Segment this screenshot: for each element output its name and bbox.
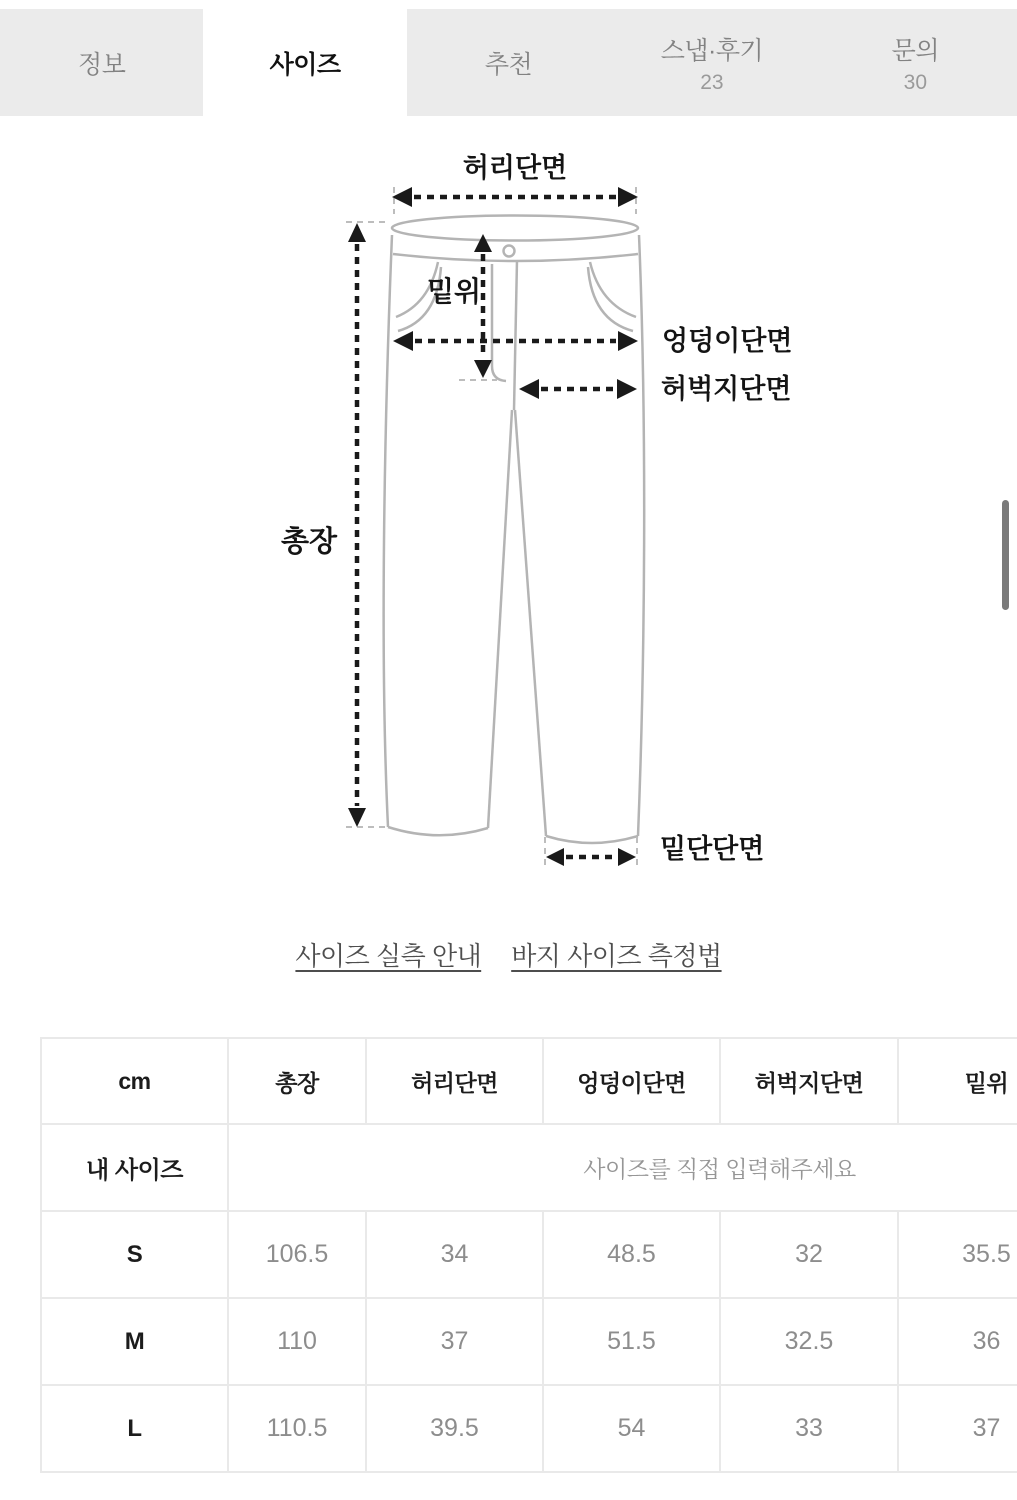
s-rise: 35.5 [898,1211,1017,1298]
guide-lines [346,187,637,865]
header-hip: 엉덩이단면 [543,1038,720,1124]
header-thigh: 허벅지단면 [720,1038,898,1124]
label-waist-width: 허리단면 [462,153,568,183]
tab-snap-reviews-label: 스냅·후기 [660,36,764,65]
label-thigh-width: 허벅지단면 [661,374,792,404]
size-label-s: S [41,1211,228,1298]
size-label-m: M [41,1298,228,1385]
pants-measure-method-link[interactable]: 바지 사이즈 측정법 [511,941,722,971]
tab-info-label: 정보 [78,50,126,79]
s-waist: 34 [366,1211,543,1298]
tab-recommend-label: 추천 [484,50,533,79]
s-hip: 48.5 [543,1211,720,1298]
size-table [40,1037,1017,1473]
my-size-label: 내 사이즈 [41,1124,228,1211]
tab-snap-reviews[interactable] [610,9,813,116]
my-size-input-placeholder[interactable]: 사이즈를 직접 입력해주세요 [228,1124,1017,1211]
table-header-row [41,1038,1017,1124]
tab-snap-reviews-count: 23 [700,70,724,94]
label-total-length: 총장 [280,526,338,558]
size-label-l: L [41,1385,228,1472]
tab-size-label: 사이즈 [269,50,341,79]
vertical-scrollbar-thumb[interactable] [1002,500,1009,610]
size-measure-guide-link[interactable]: 사이즈 실측 안내 [295,941,482,971]
header-waist: 허리단면 [366,1038,543,1124]
tab-inquiry-count: 30 [903,70,927,94]
table-row-m [41,1298,1017,1385]
tab-info[interactable] [0,9,203,116]
my-size-row [41,1124,1017,1211]
table-row-s [41,1211,1017,1298]
pants-outline [384,216,645,844]
m-thigh: 32.5 [720,1298,898,1385]
l-hip: 54 [543,1385,720,1472]
size-guide-links [0,936,1017,973]
label-hip-width: 엉덩이단면 [662,326,793,356]
label-hem-width: 밑단단면 [660,834,765,864]
l-rise: 37 [898,1385,1017,1472]
tab-inquiry[interactable] [814,9,1017,116]
m-total-length: 110 [228,1298,366,1385]
tab-inquiry-label: 문의 [891,36,939,65]
header-unit: cm [41,1038,228,1124]
measure-arrows [357,197,617,857]
l-waist: 39.5 [366,1385,543,1472]
l-thigh: 33 [720,1385,898,1472]
m-hip: 51.5 [543,1298,720,1385]
s-thigh: 32 [720,1211,898,1298]
size-table-scroll-area[interactable] [40,1037,1017,1473]
header-rise: 밑위 [898,1038,1017,1124]
tab-recommend[interactable] [407,9,610,116]
header-total-length: 총장 [228,1038,366,1124]
label-rise: 밑위 [426,276,482,307]
s-total-length: 106.5 [228,1211,366,1298]
l-total-length: 110.5 [228,1385,366,1472]
product-tab-bar [0,9,1017,116]
arrow-heads [348,187,638,866]
tab-size[interactable] [203,9,406,116]
m-waist: 37 [366,1298,543,1385]
table-row-l [41,1385,1017,1472]
m-rise: 36 [898,1298,1017,1385]
